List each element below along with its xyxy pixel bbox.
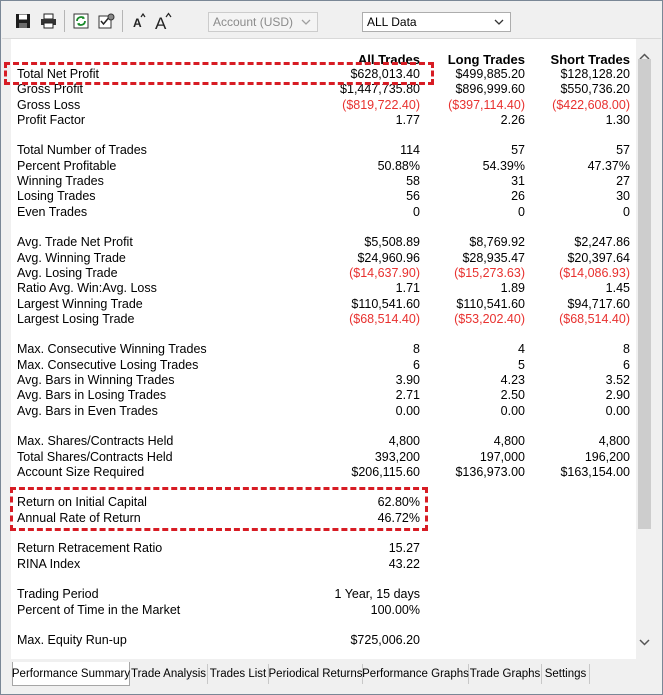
value-long-trades: 197,000 <box>479 450 525 464</box>
chevron-down-icon <box>492 15 506 29</box>
value-short-trades: 8 <box>623 342 630 356</box>
value-short-trades: $128,128.20 <box>560 67 630 81</box>
value-all-trades: 2.71 <box>395 388 420 402</box>
report-row <box>11 373 636 388</box>
value-long-trades: $8,769.92 <box>469 235 525 249</box>
report-row <box>11 342 636 357</box>
value-short-trades: $550,736.20 <box>560 82 630 96</box>
report-row <box>11 98 636 113</box>
report-row <box>11 297 636 312</box>
value-long-trades: $110,541.60 <box>456 297 525 311</box>
row-label: Avg. Bars in Losing Trades <box>17 388 167 402</box>
value-short-trades: ($14,086.93) <box>559 266 630 280</box>
value-short-trades: $163,154.00 <box>560 465 630 479</box>
value-long-trades: 5 <box>518 358 525 372</box>
print-icon[interactable] <box>38 11 58 31</box>
value-all-trades: 0.00 <box>395 404 420 418</box>
value-short-trades: 30 <box>616 189 630 203</box>
report-row <box>11 465 636 480</box>
row-label: Total Net Profit <box>17 67 99 81</box>
value-long-trades: 4.23 <box>500 373 525 387</box>
account-combo[interactable] <box>208 12 318 32</box>
row-label: Return on Initial Capital <box>17 495 147 509</box>
value-all-trades: $5,508.89 <box>364 235 420 249</box>
value-short-trades: 0.00 <box>605 404 630 418</box>
row-label: Trading Period <box>17 587 99 601</box>
report-row <box>11 143 636 158</box>
value-all-trades: 8 <box>413 342 420 356</box>
account-combo-value: Account (USD) <box>213 15 294 29</box>
tab-periodical-returns[interactable]: Periodical Returns <box>269 664 363 684</box>
performance-summary-report <box>11 39 636 659</box>
value-long-trades: $896,999.60 <box>455 82 525 96</box>
value-long-trades: ($15,273.63) <box>454 266 525 280</box>
value-all-trades: $628,013.40 <box>350 67 420 81</box>
value-all-trades: ($68,514.40) <box>349 312 420 326</box>
row-label: Total Number of Trades <box>17 143 147 157</box>
report-row <box>11 189 636 204</box>
row-label: Max. Shares/Contracts Held <box>17 434 174 448</box>
value-long-trades: $28,935.47 <box>462 251 525 265</box>
row-label: Percent Profitable <box>17 159 117 173</box>
row-label: Total Shares/Contracts Held <box>17 450 173 464</box>
value-all-trades: 4,800 <box>388 434 420 448</box>
report-row <box>11 434 636 449</box>
row-label: Avg. Trade Net Profit <box>17 235 133 249</box>
value-long-trades: ($397,114.40) <box>448 98 525 112</box>
row-label: Avg. Bars in Even Trades <box>17 404 158 418</box>
report-row <box>11 67 636 82</box>
report-row <box>11 541 636 556</box>
row-label: Largest Losing Trade <box>17 312 135 326</box>
value-long-trades: $136,973.00 <box>455 465 525 479</box>
report-row <box>11 450 636 465</box>
row-label: Return Retracement Ratio <box>17 541 163 555</box>
row-label: Avg. Losing Trade <box>17 266 118 280</box>
tab-trades-list[interactable]: Trades List <box>208 664 269 684</box>
report-row <box>11 251 636 266</box>
report-row <box>11 174 636 189</box>
report-row <box>11 603 636 618</box>
value-all-trades: ($819,722.40) <box>342 98 420 112</box>
value-short-trades: 1.45 <box>605 281 630 295</box>
chevron-down-icon <box>299 15 313 29</box>
save-icon[interactable] <box>13 11 33 31</box>
row-label: Avg. Winning Trade <box>17 251 126 265</box>
value-long-trades: 2.26 <box>500 113 525 127</box>
tab-trade-analysis[interactable]: Trade Analysis <box>130 664 208 684</box>
value-short-trades: 6 <box>623 358 630 372</box>
value-all-trades: 58 <box>406 174 420 188</box>
value-short-trades: 0 <box>623 205 630 219</box>
value-long-trades: 57 <box>511 143 525 157</box>
value-all-trades: 6 <box>413 358 420 372</box>
header-long-trades: Long Trades <box>447 52 525 67</box>
value-all-trades: $24,960.96 <box>357 251 420 265</box>
value-short-trades: 196,200 <box>584 450 630 464</box>
report-row <box>11 557 636 572</box>
row-label: Gross Loss <box>17 98 81 112</box>
row-label: Annual Rate of Return <box>17 511 141 525</box>
value-long-trades: 4,800 <box>493 434 525 448</box>
tab-settings[interactable]: Settings <box>542 664 590 684</box>
tab-performance-summary[interactable]: Performance Summary <box>12 662 130 686</box>
value-all-trades: 1.71 <box>395 281 420 295</box>
value-all-trades: 0 <box>413 205 420 219</box>
toolbar <box>2 2 661 39</box>
header-all-trades: All Trades <box>357 52 420 67</box>
header-short-trades: Short Trades <box>550 52 630 67</box>
value-all-trades: 62.80% <box>377 495 420 509</box>
row-label: Even Trades <box>17 205 88 219</box>
value-short-trades: 3.52 <box>605 373 630 387</box>
row-label: Gross Profit <box>17 82 83 96</box>
value-long-trades: 0.00 <box>500 404 525 418</box>
report-row <box>11 266 636 281</box>
report-row <box>11 633 636 648</box>
report-tabs <box>2 660 661 694</box>
value-short-trades: ($422,608.00) <box>552 98 630 112</box>
report-row <box>11 388 636 403</box>
value-short-trades: 57 <box>616 143 630 157</box>
report-row <box>11 82 636 97</box>
tab-trade-graphs[interactable]: Trade Graphs <box>469 664 542 684</box>
scrollbar-thumb[interactable] <box>638 59 651 529</box>
svg-text:A: A <box>155 14 167 30</box>
value-long-trades: ($53,202.40) <box>454 312 525 326</box>
value-long-trades: $499,885.20 <box>455 67 525 81</box>
row-label: Largest Winning Trade <box>17 297 143 311</box>
report-row <box>11 495 636 510</box>
value-short-trades: 4,800 <box>598 434 630 448</box>
value-long-trades: 26 <box>511 189 525 203</box>
value-long-trades: 4 <box>518 342 525 356</box>
font-increase-icon[interactable] <box>154 11 174 31</box>
report-row <box>11 205 636 220</box>
report-row <box>11 404 636 419</box>
refresh-icon[interactable] <box>71 11 91 31</box>
row-label: Profit Factor <box>17 113 86 127</box>
font-decrease-icon[interactable] <box>129 11 149 31</box>
data-range-combo-value: ALL Data <box>367 15 417 29</box>
report-row <box>11 312 636 327</box>
value-all-trades: 46.72% <box>377 511 420 525</box>
value-long-trades: 1.89 <box>500 281 525 295</box>
value-all-trades: 1.77 <box>395 113 420 127</box>
value-all-trades: 50.88% <box>377 159 420 173</box>
value-short-trades: ($68,514.40) <box>559 312 630 326</box>
row-label: Avg. Bars in Winning Trades <box>17 373 175 387</box>
value-all-trades: 3.90 <box>395 373 420 387</box>
value-all-trades: 1 Year, 15 days <box>334 587 420 601</box>
data-range-combo[interactable] <box>362 12 511 32</box>
toolbar-separator <box>122 10 123 32</box>
value-all-trades: $725,006.20 <box>350 633 420 647</box>
value-short-trades: $2,247.86 <box>574 235 630 249</box>
report-row <box>11 235 636 250</box>
report-row <box>11 587 636 602</box>
row-label: Max. Equity Run-up <box>17 633 127 647</box>
value-all-trades: 43.22 <box>388 557 420 571</box>
report-row <box>11 358 636 373</box>
row-label: RINA Index <box>17 557 81 571</box>
value-all-trades: ($14,637.90) <box>349 266 420 280</box>
value-all-trades: $110,541.60 <box>351 297 420 311</box>
report-row <box>11 511 636 526</box>
value-all-trades: 56 <box>406 189 420 203</box>
settings-check-icon[interactable] <box>96 11 116 31</box>
row-label: Max. Consecutive Losing Trades <box>17 358 199 372</box>
value-short-trades: 2.90 <box>605 388 630 402</box>
row-label: Max. Consecutive Winning Trades <box>17 342 207 356</box>
scroll-down-icon[interactable] <box>638 635 651 648</box>
row-label: Winning Trades <box>17 174 104 188</box>
report-row <box>11 281 636 296</box>
value-short-trades: 27 <box>616 174 630 188</box>
value-long-trades: 0 <box>518 205 525 219</box>
value-all-trades: $1,447,735.80 <box>340 82 420 96</box>
report-row <box>11 159 636 174</box>
value-short-trades: 47.37% <box>587 159 630 173</box>
value-short-trades: $94,717.60 <box>567 297 630 311</box>
value-long-trades: 2.50 <box>500 388 525 402</box>
row-label: Ratio Avg. Win:Avg. Loss <box>17 281 157 295</box>
vertical-scrollbar[interactable] <box>636 39 653 659</box>
value-long-trades: 31 <box>511 174 525 188</box>
row-label: Percent of Time in the Market <box>17 603 181 617</box>
value-short-trades: $20,397.64 <box>567 251 630 265</box>
value-all-trades: $206,115.60 <box>351 465 420 479</box>
value-all-trades: 114 <box>400 143 420 157</box>
svg-text:A: A <box>133 16 142 29</box>
tab-performance-graphs[interactable]: Performance Graphs <box>363 664 469 684</box>
report-row <box>11 113 636 128</box>
value-long-trades: 54.39% <box>482 159 525 173</box>
value-all-trades: 15.27 <box>388 541 420 555</box>
row-label: Account Size Required <box>17 465 145 479</box>
value-all-trades: 393,200 <box>374 450 420 464</box>
toolbar-separator <box>64 10 65 32</box>
value-short-trades: 1.30 <box>605 113 630 127</box>
row-label: Losing Trades <box>17 189 96 203</box>
value-all-trades: 100.00% <box>370 603 420 617</box>
